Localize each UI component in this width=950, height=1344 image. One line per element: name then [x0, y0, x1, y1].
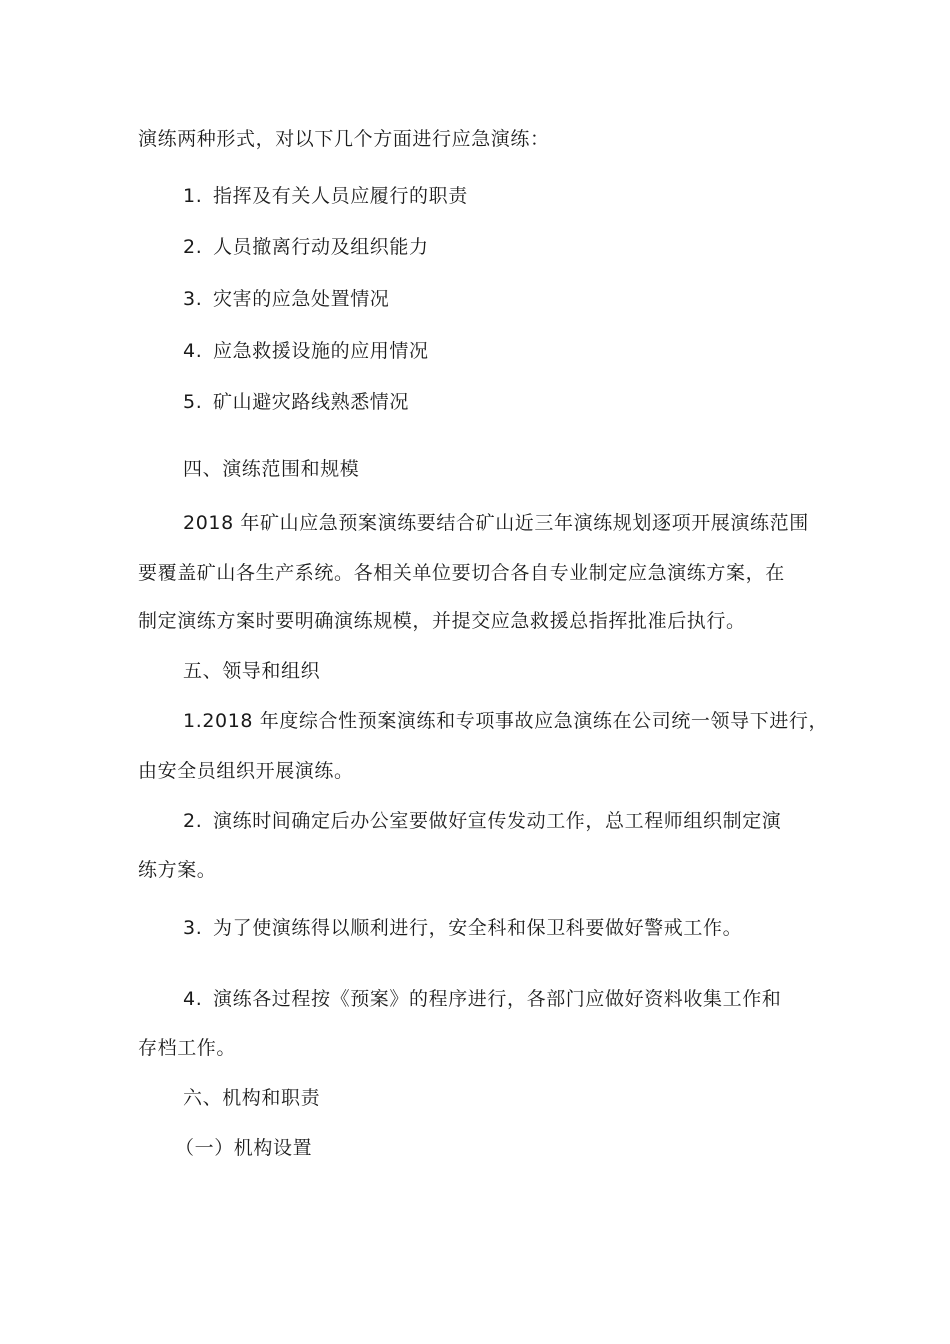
list-number: 2. — [183, 236, 203, 258]
list-item — [183, 389, 409, 415]
list-text: 指挥及有关人员应履行的职责 — [213, 185, 468, 207]
list-text: 应急救援设施的应用情况 — [213, 340, 429, 362]
section-heading: 五、领导和组织 — [183, 660, 321, 682]
paragraph-line: 练方案。 — [138, 859, 217, 881]
list-number: 5. — [183, 391, 203, 413]
list-number: 1. — [183, 185, 203, 207]
list-text: 演练时间确定后办公室要做好宣传发动工作，总工程师组织制定演 — [213, 810, 782, 832]
list-number: 2. — [183, 810, 203, 832]
list-item — [183, 286, 389, 312]
list-text: 演练各过程按《预案》的程序进行，各部门应做好资料收集工作和 — [213, 988, 782, 1010]
paragraph-line: 1.2018 年度综合性预案演练和专项事故应急演练在公司统一领导下进行， — [183, 710, 829, 732]
paragraph-line: 2018 年矿山应急预案演练要结合矿山近三年演练规划逐项开展演练范围 — [183, 512, 809, 534]
list-number: 3. — [183, 288, 203, 310]
paragraph-line: 由安全员组织开展演练。 — [138, 760, 354, 782]
paragraph-line: 制定演练方案时要明确演练规模，并提交应急救援总指挥批准后执行。 — [138, 610, 746, 632]
list-item — [183, 808, 781, 834]
subsection-heading: （一）机构设置 — [175, 1137, 313, 1159]
paragraph-line: 演练两种形式，对以下几个方面进行应急演练： — [138, 128, 550, 150]
section-heading: 六、机构和职责 — [183, 1087, 321, 1109]
list-text: 矿山避灾路线熟悉情况 — [213, 391, 410, 413]
list-item — [183, 183, 468, 209]
section-heading: 四、演练范围和规模 — [183, 458, 360, 480]
list-text: 灾害的应急处置情况 — [213, 288, 390, 310]
paragraph-line: 存档工作。 — [138, 1037, 237, 1059]
list-item — [183, 338, 429, 364]
list-number: 3. — [183, 917, 203, 939]
list-number: 4. — [183, 340, 203, 362]
list-number: 4. — [183, 988, 203, 1010]
list-item — [183, 915, 742, 941]
list-text: 为了使演练得以顺利进行，安全科和保卫科要做好警戒工作。 — [213, 917, 743, 939]
paragraph-line: 要覆盖矿山各生产系统。各相关单位要切合各自专业制定应急演练方案，在 — [138, 562, 785, 584]
list-text: 人员撤离行动及组织能力 — [213, 236, 429, 258]
list-item — [183, 234, 429, 260]
list-item — [183, 986, 781, 1012]
